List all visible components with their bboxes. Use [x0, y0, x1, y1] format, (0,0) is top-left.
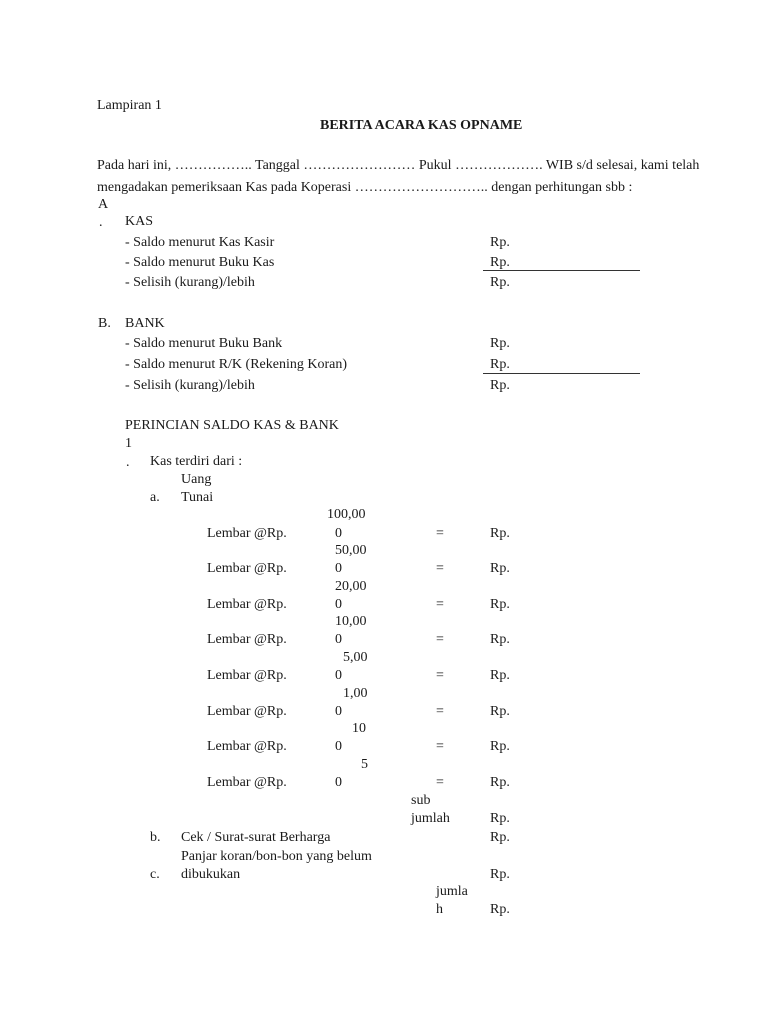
lembar-label: Lembar @Rp. — [207, 775, 287, 790]
cek-currency: Rp. — [490, 830, 510, 845]
bank-row-currency: Rp. — [490, 378, 510, 393]
denomination-value-tail: 0 — [335, 704, 342, 719]
kas-row-currency: Rp. — [490, 275, 510, 290]
section-a-marker-dot: . — [99, 215, 103, 230]
kas-row-label: - Saldo menurut Buku Kas — [125, 255, 275, 270]
denomination-value: 10 — [352, 721, 366, 736]
equals-sign: = — [436, 526, 444, 541]
panjar-label-tail: dibukukan — [181, 867, 241, 882]
lembar-label: Lembar @Rp. — [207, 561, 287, 576]
denomination-currency: Rp. — [490, 704, 510, 719]
lembar-label: Lembar @Rp. — [207, 704, 287, 719]
denomination-value: 100,00 — [327, 507, 366, 522]
denomination-value-tail: 0 — [335, 668, 342, 683]
denomination-value-tail: 0 — [335, 597, 342, 612]
denomination-value: 1,00 — [343, 686, 368, 701]
denomination-value-tail: 0 — [335, 775, 342, 790]
section-b-heading: BANK — [125, 316, 165, 331]
section-a-marker: A — [98, 197, 109, 212]
denomination-currency: Rp. — [490, 526, 510, 541]
tunai-marker: a. — [150, 490, 160, 505]
bank-row-currency: Rp. — [490, 336, 510, 351]
denomination-currency: Rp. — [490, 597, 510, 612]
denomination-currency: Rp. — [490, 775, 510, 790]
intro-line-2: mengadakan pemeriksaan Kas pada Koperasi ……………………….. dengan perhitungan sbb : — [97, 180, 633, 195]
attachment-label: Lampiran 1 — [97, 98, 162, 113]
kas-subtotal-rule — [483, 270, 640, 271]
perincian-number: 1 — [125, 436, 132, 451]
uang-label: Uang — [181, 472, 212, 487]
subtotal-label-tail: jumlah — [411, 811, 450, 826]
cek-label: Cek / Surat-surat Berharga — [181, 830, 331, 845]
lembar-label: Lembar @Rp. — [207, 597, 287, 612]
equals-sign: = — [436, 739, 444, 754]
denomination-currency: Rp. — [490, 739, 510, 754]
denomination-currency: Rp. — [490, 632, 510, 647]
denomination-currency: Rp. — [490, 561, 510, 576]
kas-row-currency: Rp. — [490, 235, 510, 250]
perincian-number-dot: . — [126, 455, 130, 470]
cek-marker: b. — [150, 830, 161, 845]
total-label-tail: h — [436, 902, 443, 917]
bank-row-label: - Saldo menurut Buku Bank — [125, 336, 283, 351]
kas-terdiri-label: Kas terdiri dari : — [150, 454, 243, 469]
lembar-label: Lembar @Rp. — [207, 668, 287, 683]
lembar-label: Lembar @Rp. — [207, 526, 287, 541]
equals-sign: = — [436, 668, 444, 683]
page-title: BERITA ACARA KAS OPNAME — [320, 118, 523, 133]
panjar-marker: c. — [150, 867, 160, 882]
denomination-value-tail: 0 — [335, 561, 342, 576]
lembar-label: Lembar @Rp. — [207, 632, 287, 647]
panjar-label: Panjar koran/bon-bon yang belum — [181, 849, 372, 864]
total-currency: Rp. — [490, 902, 510, 917]
denomination-value: 50,00 — [335, 543, 367, 558]
tunai-label: Tunai — [181, 490, 214, 505]
equals-sign: = — [436, 704, 444, 719]
denomination-currency: Rp. — [490, 668, 510, 683]
equals-sign: = — [436, 561, 444, 576]
equals-sign: = — [436, 632, 444, 647]
bank-row-label: - Saldo menurut R/K (Rekening Koran) — [125, 357, 348, 372]
panjar-currency: Rp. — [490, 867, 510, 882]
bank-subtotal-rule — [483, 373, 640, 374]
section-b-marker: B. — [98, 316, 111, 331]
kas-row-label: - Saldo menurut Kas Kasir — [125, 235, 275, 250]
bank-row-currency: Rp. — [490, 357, 510, 372]
denomination-value: 5 — [361, 757, 368, 772]
denomination-value: 10,00 — [335, 614, 367, 629]
subtotal-currency: Rp. — [490, 811, 510, 826]
denomination-value-tail: 0 — [335, 739, 342, 754]
bank-row-label: - Selisih (kurang)/lebih — [125, 378, 255, 393]
total-label: jumla — [436, 884, 468, 899]
denomination-value: 20,00 — [335, 579, 367, 594]
denomination-value-tail: 0 — [335, 632, 342, 647]
subtotal-label: sub — [411, 793, 431, 808]
equals-sign: = — [436, 597, 444, 612]
lembar-label: Lembar @Rp. — [207, 739, 287, 754]
denomination-value: 5,00 — [343, 650, 368, 665]
intro-line-1: Pada hari ini, …………….. Tanggal …………………… Pukul ………………. WIB s/d selesai, kami telah — [97, 158, 700, 173]
denomination-value-tail: 0 — [335, 526, 342, 541]
perincian-heading: PERINCIAN SALDO KAS & BANK — [125, 418, 339, 433]
kas-row-currency: Rp. — [490, 255, 510, 270]
kas-row-label: - Selisih (kurang)/lebih — [125, 275, 255, 290]
section-a-heading: KAS — [125, 214, 154, 229]
equals-sign: = — [436, 775, 444, 790]
